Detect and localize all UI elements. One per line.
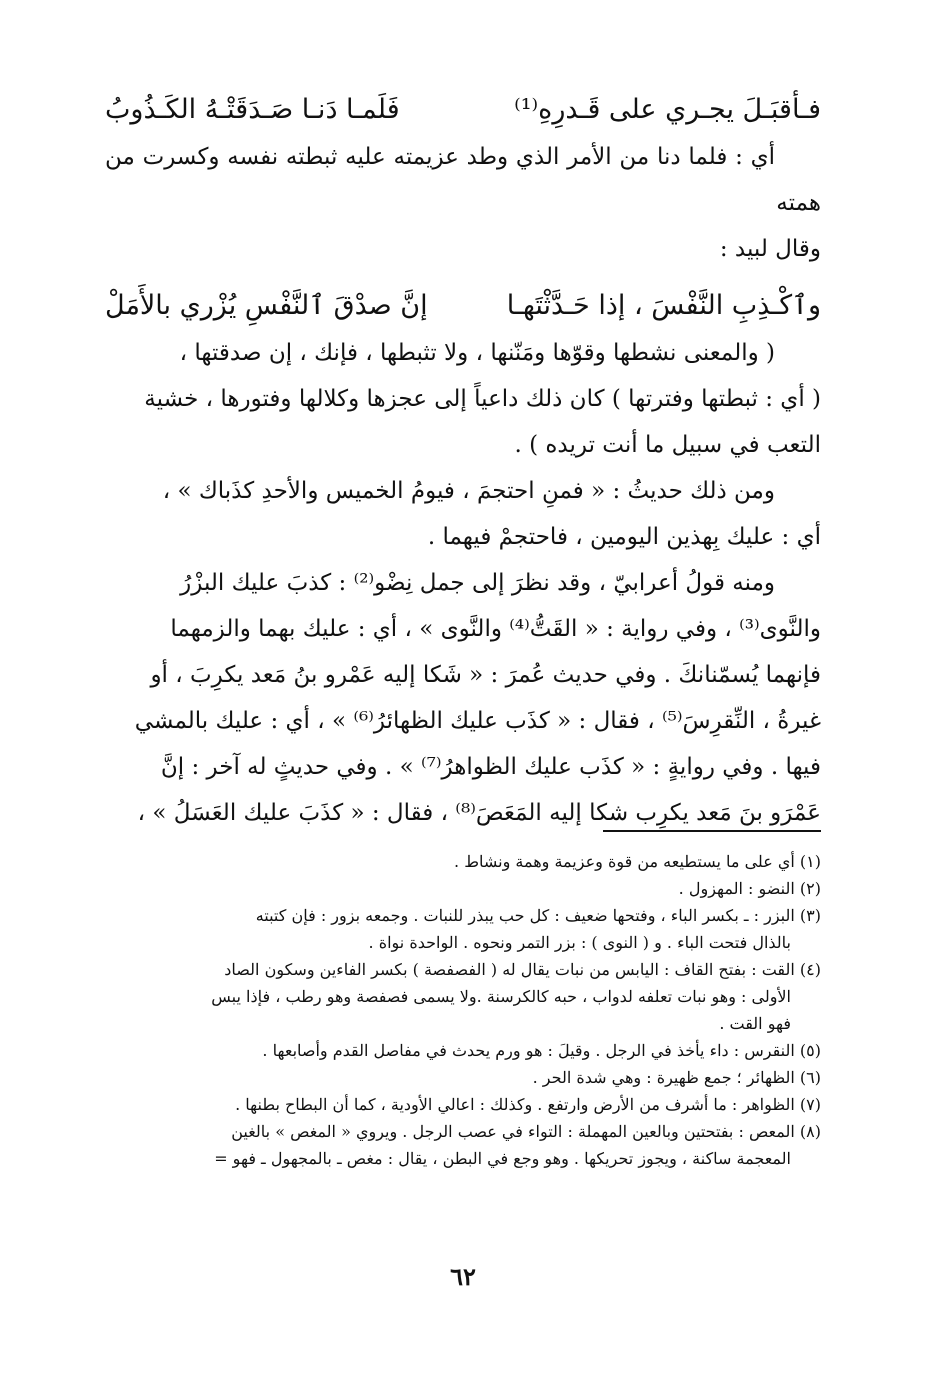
paragraph	[105, 468, 821, 560]
footnote-8	[105, 1118, 821, 1172]
text-line: عَمْرَو بنَ مَعد يكرِب شكا إليه المَعَصَ⁽⁸⁾ ، فقال : « كذَبَ عليك العَسَلُ » ،	[137, 800, 821, 826]
footnote-line: (٨) المعص : بفتحتين وبالعين المهملة : التواء في عصب الرجل . ويروي « المغص » بالغين	[231, 1122, 821, 1141]
footnote-line: (٢) النضو : المهزول .	[678, 879, 821, 898]
verse-hemistich-left: إنَّ صدْقَ ٱلنَّفْسِ يُزْري بالأَمَلْ	[105, 290, 428, 321]
paragraph	[105, 330, 821, 468]
footnote-3	[105, 902, 821, 956]
footnote-line: المعجمة ساكنة ، ويجوز تحريكها . وهو وجع في البطن ، يقال : مغص ـ بالمجهول ـ فهو =	[214, 1149, 791, 1168]
footnote-7	[105, 1091, 821, 1118]
text-line: ومنه قولُ أعرابيّ ، وقد نظرَ إلى جمل نِضْو⁽²⁾ : كذبَ عليك البزْرُ	[180, 570, 775, 596]
paragraph	[105, 560, 821, 836]
page-number: ٦٢	[450, 1262, 476, 1291]
footnote-line: (٥) النقرس : داء يأخذ في الرجل . وقيلَ : هو ورم يحدث في مفاصل القدم وأصابعها .	[262, 1041, 821, 1060]
footnote-line: (٣) البزر : ـ بكسر الباء ، وفتحها ضعيف : كل حب يبذر للنبات . وجمعه بزور : فإن كتبته	[255, 906, 821, 925]
footnote-line: فهو القت .	[719, 1014, 791, 1033]
text-line: وقال لبيد :	[719, 236, 821, 262]
footnote-separator	[603, 830, 821, 832]
footnote-line: (٧) الظواهر : ما أشرف من الأرض وارتفع . وكذلك : اعالي الأودية ، كما أن البطاح بطنها .	[235, 1095, 821, 1114]
text-line: ومن ذلك حديثُ : « فمنِ احتجمَ ، فيومُ الخميس والأحدِ كذَباك » ،	[162, 478, 775, 504]
footnote-line: (٦) الظهائر ؛ جمع ظهيرة : وهي شدة الحر .	[532, 1068, 821, 1087]
footnote-2	[105, 875, 821, 902]
footnote-line: بالذال فتحت الباء . و ( النوى ) : بزر التمر ونحوه . الواحدة نواة .	[368, 933, 791, 952]
footnotes	[105, 848, 821, 1172]
verse-hemistich-left: فَلَمـا دَنـا صَـدَقَتْـهُ الكَـذُوبُ	[105, 94, 400, 125]
footnote-5	[105, 1037, 821, 1064]
footnote-line: (١) أي على ما يستطيعه من قوة وعزيمة وهمة ونشاط .	[454, 852, 821, 871]
text-line: التعب في سبيل ما أنت تريده ) .	[514, 432, 821, 458]
footnote-line: (٤) القت : بفتح القاف : اليابس من نبات يقال له ( الفصفصة ) بكسر الفاءين وسكون الصاد	[224, 960, 821, 979]
text-line: أي : فلما دنا من الأمر الذي وطد عزيمته عليه ثبطته نفسه وكسرت من همته	[105, 144, 821, 216]
text-line: ( والمعنى نشطها وقوّها ومَنّنها ، ولا تثبطها ، فإنك ، إن صدقتها ،	[179, 340, 775, 366]
footnote-6	[105, 1064, 821, 1091]
paragraph	[105, 134, 821, 272]
footnote-line: الأولى : وهو نبات تعلفه لدواب ، حبه كالكرسنة .ولا يسمى فصفصة وهو رطب ، فإذا يبس	[211, 987, 791, 1006]
verse-hemistich-right: وٱكْـذِبِ النَّفْسَ ، إذا حَـدَّثْتَهـا	[506, 290, 821, 321]
text-line: ( أي : ثبطتها وفترتها ) كان ذلك داعياً إلى عجزها وكلالها وفتورها ، خشية	[144, 386, 821, 412]
main-text	[105, 86, 821, 836]
footnote-1	[105, 848, 821, 875]
verse-line	[105, 86, 821, 134]
text-line: والنَّوى⁽³⁾ ، وفي رواية : « القَتُّ⁽⁴⁾ والنَّوى » ، أي : عليك بهما والزمهما	[170, 616, 821, 642]
text-line: غيرةُ ، النِّقرِسَ⁽⁵⁾ ، فقال : « كذَب عليك الظهائرُ⁽⁶⁾ » ، أي : عليك بالمشي	[134, 708, 821, 734]
text-line: أي : عليك بِهذين اليومين ، فاحتجمْ فيهما .	[427, 524, 821, 550]
verse-line	[105, 282, 821, 330]
text-line: فإنهما يُسمّنانكَ . وفي حديث عُمرَ : « شَكا إليه عَمْرو بنُ مَعد يكرِبَ ، أو	[150, 662, 821, 688]
text-line: فيها . وفي روايةٍ : « كذَب عليك الظواهرُ⁽⁷⁾ » . وفي حديثٍ له آخر : إنَّ	[160, 754, 821, 780]
footnote-4	[105, 956, 821, 1037]
verse-hemistich-right: فـأقبَـلَ يجـري على قَـدرِهِ⁽¹⁾	[514, 94, 821, 125]
